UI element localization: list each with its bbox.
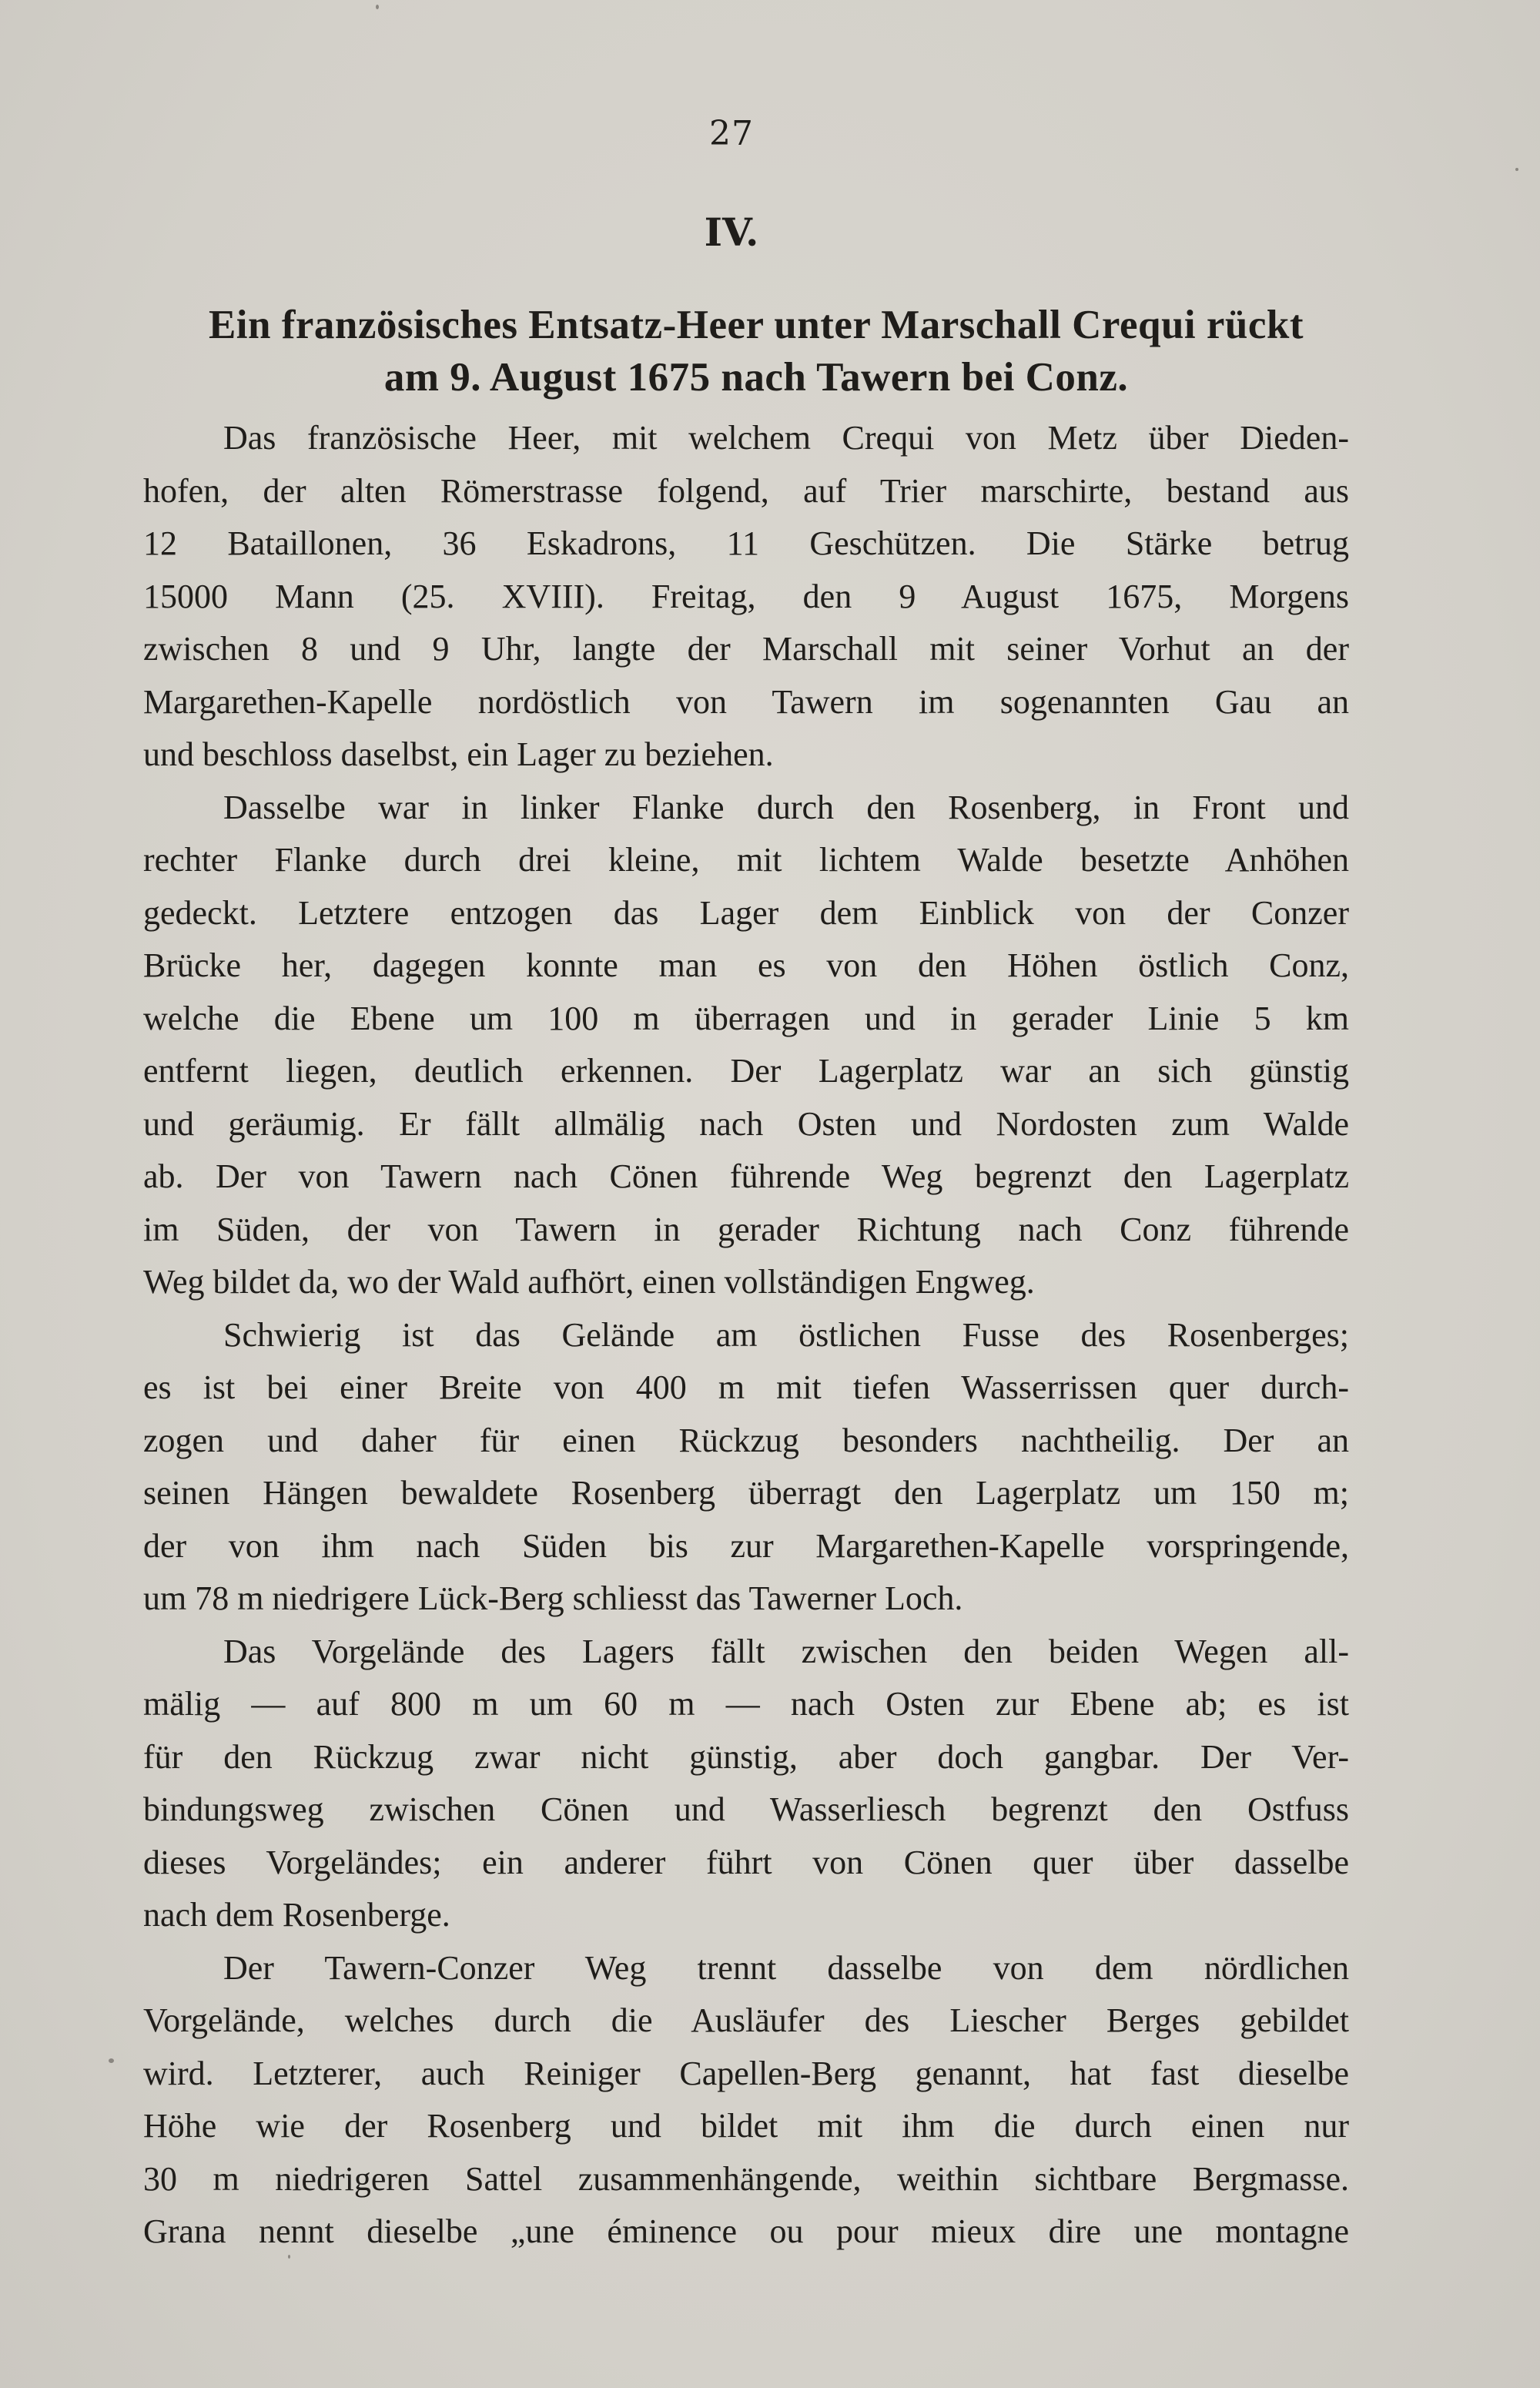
- text-line: zwischen 8 und 9 Uhr, langte der Marschall mit seiner Vorhut an der: [143, 630, 1349, 668]
- text-line: 12 Bataillonen, 36 Eskadrons, 11 Geschützen. Die Stärke betrug: [143, 524, 1349, 562]
- text-line: Der Tawern-Conzer Weg trennt dasselbe von dem nördlichen: [223, 1948, 1349, 1987]
- text-line: der von ihm nach Süden bis zur Margarethen-Kapelle vorspringende,: [143, 1526, 1349, 1565]
- text-line: bindungsweg zwischen Cönen und Wasserliesch begrenzt den Ostfuss: [143, 1790, 1349, 1828]
- text-line: Das französische Heer, mit welchem Crequi von Metz über Dieden-: [223, 419, 1349, 457]
- text-line: seinen Hängen bewaldete Rosenberg überragt den Lagerplatz um 150 m;: [143, 1474, 1349, 1512]
- text-line: Margarethen-Kapelle nordöstlich von Tawern im sogenannten Gau an: [143, 682, 1349, 721]
- text-line: dieses Vorgeländes; ein anderer führt von Cönen quer über dasselbe: [143, 1843, 1349, 1881]
- chapter-title-line: Ein französisches Entsatz-Heer unter Marschall Crequi rückt: [208, 303, 1304, 347]
- text-line: Grana nennt dieselbe „une éminence ou pour mieux dire une montagne: [143, 2212, 1349, 2250]
- text-line: für den Rückzug zwar nicht günstig, aber doch gangbar. Der Ver-: [143, 1737, 1349, 1776]
- text-line: rechter Flanke durch drei kleine, mit lichtem Walde besetzte Anhöhen: [143, 841, 1349, 879]
- paragraph-2: [143, 782, 1349, 1309]
- text-line: zogen und daher für einen Rückzug besonders nachtheilig. Der an: [143, 1421, 1349, 1459]
- body-text: [143, 412, 1349, 2259]
- paragraph-4: [143, 1626, 1349, 1942]
- text-line: um 78 m niedrigere Lück-Berg schliesst das Tawerner Loch.: [143, 1579, 963, 1617]
- paragraph-1: [143, 412, 1349, 782]
- text-line: mälig — auf 800 m um 60 m — nach Osten zur Ebene ab; es ist: [143, 1685, 1349, 1723]
- text-line: gedeckt. Letztere entzogen das Lager dem Einblick von der Conzer: [143, 893, 1349, 932]
- chapter-title-line: am 9. August 1675 nach Tawern bei Conz.: [383, 355, 1129, 400]
- text-line: Weg bildet da, wo der Wald aufhört, einen vollständigen Engweg.: [143, 1263, 1035, 1301]
- text-line: nach dem Rosenberge.: [143, 1896, 450, 1934]
- text-line: welche die Ebene um 100 m überragen und in gerader Linie 5 km: [143, 999, 1349, 1037]
- text-line: ab. Der von Tawern nach Cönen führende Weg begrenzt den Lagerplatz: [143, 1157, 1349, 1195]
- text-line: Vorgelände, welches durch die Ausläufer des Liescher Berges gebildet: [143, 2001, 1349, 2039]
- chapter-numeral: IV.: [704, 209, 759, 255]
- text-line: Dasselbe war in linker Flanke durch den Rosenberg, in Front und: [223, 788, 1349, 826]
- text-line: wird. Letzterer, auch Reiniger Capellen-Berg genannt, hat fast dieselbe: [143, 2054, 1349, 2092]
- text-line: 30 m niedrigeren Sattel zusammenhängende, weithin sichtbare Bergmasse.: [143, 2159, 1349, 2198]
- text-line: im Süden, der von Tawern in gerader Richtung nach Conz führende: [143, 1210, 1349, 1248]
- text-line: Das Vorgelände des Lagers fällt zwischen den beiden Wegen all-: [223, 1632, 1349, 1670]
- page-number: 27: [709, 114, 754, 153]
- text-line: hofen, der alten Römerstrasse folgend, auf Trier marschirte, bestand aus: [143, 471, 1349, 510]
- text-line: Brücke her, dagegen konnte man es von den Höhen östlich Conz,: [143, 946, 1349, 984]
- text-line: und geräumig. Er fällt allmälig nach Osten und Nordosten zum Walde: [143, 1104, 1349, 1143]
- text-line: es ist bei einer Breite von 400 m mit tiefen Wasserrissen quer durch-: [143, 1368, 1349, 1406]
- text-line: Höhe wie der Rosenberg und bildet mit ihm die durch einen nur: [143, 2107, 1349, 2145]
- text-line: und beschloss daselbst, ein Lager zu beziehen.: [143, 735, 774, 773]
- chapter-title: [171, 299, 1341, 404]
- text-line: Schwierig ist das Gelände am östlichen Fusse des Rosenberges;: [223, 1315, 1349, 1354]
- text-line: entfernt liegen, deutlich erkennen. Der Lagerplatz war an sich günstig: [143, 1052, 1349, 1090]
- paragraph-5: [143, 1942, 1349, 2259]
- paragraph-3: [143, 1309, 1349, 1626]
- text-line: 15000 Mann (25. XVIII). Freitag, den 9 August 1675, Morgens: [143, 577, 1349, 615]
